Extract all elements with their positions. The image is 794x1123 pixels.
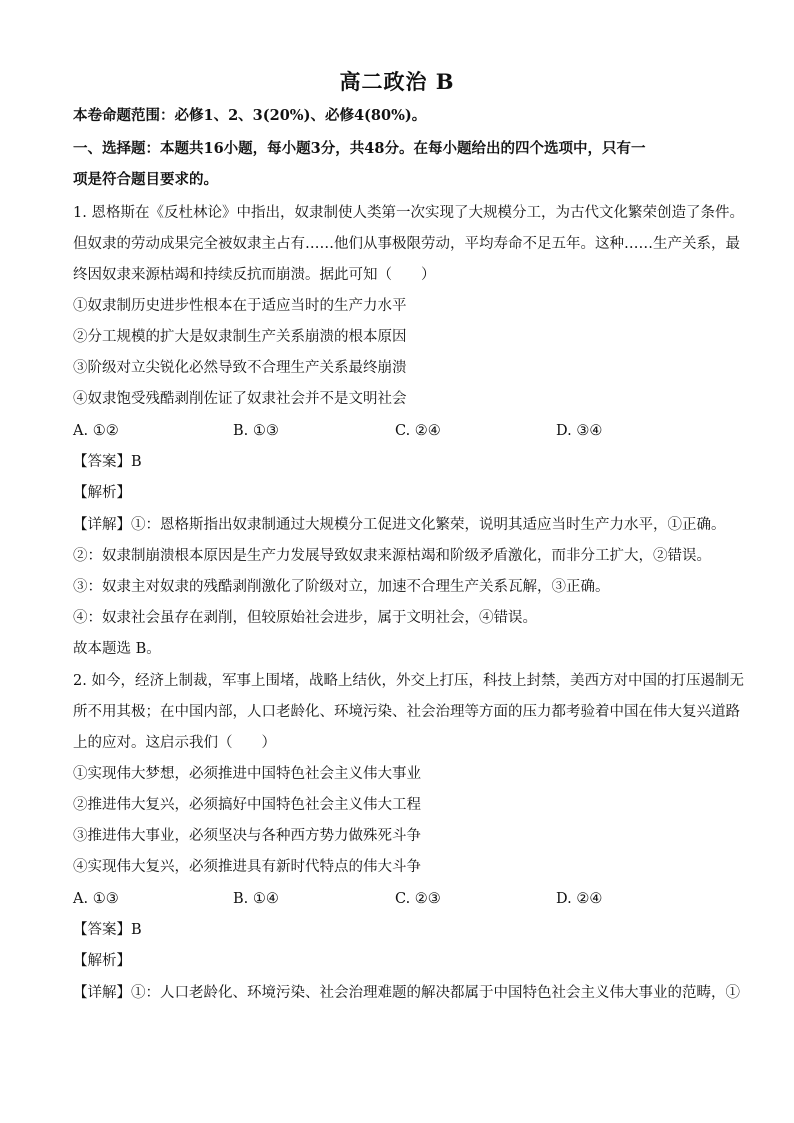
q2-statement-2: ②推进伟大复兴，必须搞好中国特色社会主义伟大工程 [73,797,421,813]
section-heading-line-1: 一、选择题：本题共16小题，每小题3分，共48分。在每小题给出的四个选项中，只有一 [73,140,646,157]
q2-option-d: D. ②④ [556,891,603,907]
q1-stem-line-3: 终因奴隶来源枯竭和持续反抗而崩溃。据此可知（ ） [73,267,436,283]
q2-option-a: A. ①③ [73,891,119,907]
q1-conclusion: 故本题选 B。 [73,641,161,657]
q1-stem-line-1: 1. 恩格斯在《反杜林论》中指出，奴隶制使人类第一次实现了大规模分工，为古代文化繁荣创造了条件。 [73,205,744,221]
q1-stem-line-2: 但奴隶的劳动成果完全被奴隶主占有……他们从事极限劳动，平均寿命不足五年。这种……生产关系，最 [73,236,740,252]
q1-statement-1: ①奴隶制历史进步性根本在于适应当时的生产力水平 [73,298,407,314]
q2-statement-3: ③推进伟大事业，必须坚决与各种西方势力做殊死斗争 [73,828,421,844]
page-title: 高二政治 B [339,69,455,94]
scope-note: 本卷命题范围：必修1、2、3(20%)、必修4(80%)。 [73,107,427,124]
q1-statement-4: ④奴隶饱受残酷剥削佐证了奴隶社会并不是文明社会 [73,391,407,407]
q1-option-a: A. ①② [73,423,119,439]
q1-option-b: B. ①③ [233,423,279,439]
q2-statement-4: ④实现伟大复兴，必须推进具有新时代特点的伟大斗争 [73,859,421,875]
section-heading-line-2: 项是符合题目要求的。 [73,171,218,188]
q1-detail-4: ④：奴隶社会虽存在剥削，但较原始社会进步，属于文明社会，④错误。 [73,610,537,626]
q2-analysis-label: 【解析】 [73,953,131,969]
q2-stem-line-2: 所不用其极；在中国内部，人口老龄化、环境污染、社会治理等方面的压力都考验着中国在伟大复兴道路 [73,704,740,720]
q1-option-c: C. ②④ [395,423,441,439]
q1-answer: 【答案】B [73,454,142,470]
q2-detail-1: 【详解】①：人口老龄化、环境污染、社会治理难题的解决都属于中国特色社会主义伟大事业的范畴，① [73,985,740,1001]
q2-statement-1: ①实现伟大梦想，必须推进中国特色社会主义伟大事业 [73,766,421,782]
q1-detail-1: 【详解】①：恩格斯指出奴隶制通过大规模分工促进文化繁荣，说明其适应当时生产力水平，①正确。 [73,517,726,533]
q2-option-c: C. ②③ [395,891,441,907]
q2-answer: 【答案】B [73,922,142,938]
q1-option-d: D. ③④ [556,423,603,439]
q1-statement-2: ②分工规模的扩大是奴隶制生产关系崩溃的根本原因 [73,329,407,345]
q2-option-b: B. ①④ [233,891,279,907]
q1-analysis-label: 【解析】 [73,485,131,501]
q1-detail-2: ②：奴隶制崩溃根本原因是生产力发展导致奴隶来源枯竭和阶级矛盾激化，而非分工扩大，②错误。 [73,548,711,564]
q1-statement-3: ③阶级对立尖锐化必然导致不合理生产关系最终崩溃 [73,360,407,376]
q2-stem-line-3: 上的应对。这启示我们（ ） [73,735,276,751]
q2-stem-line-1: 2. 如今，经济上制裁，军事上围堵，战略上结伙，外交上打压，科技上封禁，美西方对中国的打压遏制无 [73,673,744,689]
q1-detail-3: ③：奴隶主对奴隶的残酷剥削激化了阶级对立，加速不合理生产关系瓦解，③正确。 [73,579,610,595]
